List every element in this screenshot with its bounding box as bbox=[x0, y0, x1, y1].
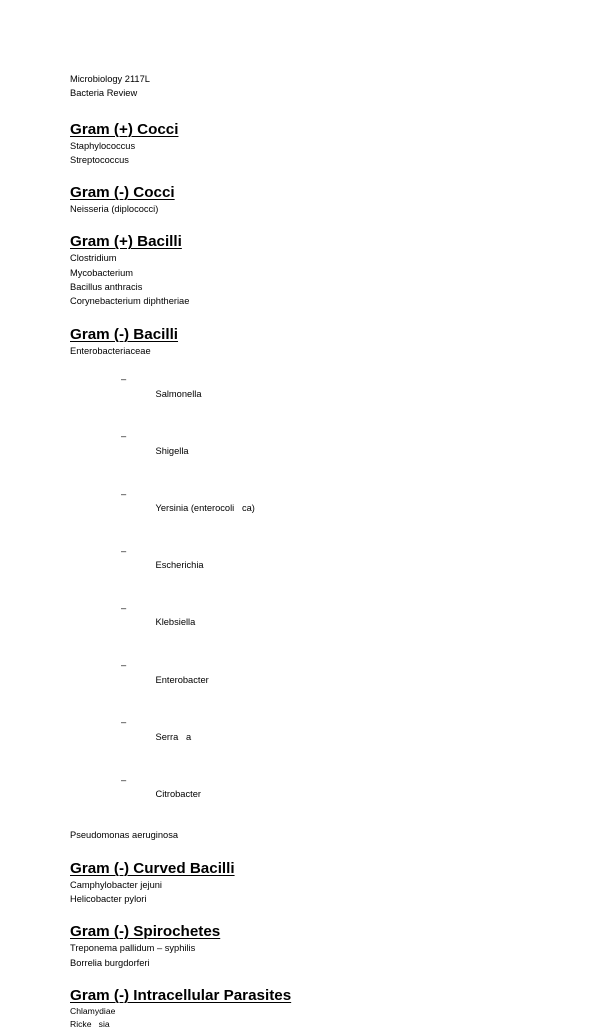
list-item: Neisseria (diplococci) bbox=[70, 204, 159, 215]
sub-list-item-label: Serra a bbox=[155, 731, 192, 742]
sub-list-item-label: Escherichia bbox=[155, 560, 204, 571]
sub-list-item bbox=[70, 701, 570, 758]
sub-list-item-label: Salmonella bbox=[155, 388, 202, 399]
section-heading: Gram (-) Curved Bacilli bbox=[70, 859, 235, 877]
sub-list-item bbox=[70, 415, 570, 472]
dash-bullet: – bbox=[121, 774, 127, 785]
section-gram-neg-cocci bbox=[70, 184, 570, 216]
sub-list-item-label: Citrobacter bbox=[155, 788, 201, 799]
family-name: Enterobacteriaceae bbox=[70, 345, 151, 356]
section-heading: Gram (-) Intracellular Parasites bbox=[70, 986, 292, 1004]
dash-bullet: – bbox=[121, 717, 127, 728]
dash-bullet: – bbox=[121, 431, 127, 442]
document-header bbox=[70, 72, 570, 101]
section-heading: Gram (-) Spirochetes bbox=[70, 923, 221, 941]
list-item: Borrelia burgdorferi bbox=[70, 957, 150, 968]
dash-bullet: – bbox=[121, 488, 127, 499]
section-gram-pos-bacilli bbox=[70, 233, 570, 308]
document-page bbox=[70, 72, 570, 1031]
list-item: Helicobacter pylori bbox=[70, 894, 147, 905]
section-gram-neg-intracellular bbox=[70, 987, 570, 1031]
section-heading: Gram (+) Cocci bbox=[70, 120, 179, 138]
sub-list-item bbox=[70, 644, 570, 701]
list-item: Staphylococcus bbox=[70, 140, 136, 151]
list-item: Corynebacterium diphtheriae bbox=[70, 296, 190, 307]
list-item: Treponema pallidum – syphilis bbox=[70, 943, 196, 954]
sub-list-item bbox=[70, 472, 570, 529]
dash-bullet: – bbox=[121, 374, 127, 385]
dash-bullet: – bbox=[121, 660, 127, 671]
sub-list-item-label: Shigella bbox=[155, 445, 189, 456]
list-item: Chlamydiae bbox=[70, 1005, 116, 1016]
section-heading: Gram (-) Bacilli bbox=[70, 325, 179, 343]
list-item: Camphylobacter jejuni bbox=[70, 879, 162, 890]
sub-list-item bbox=[70, 530, 570, 587]
sub-list-item-label: Yersinia (enterocoli ca) bbox=[155, 502, 255, 513]
section-gram-pos-cocci bbox=[70, 121, 570, 168]
list-item: Bacillus anthracis bbox=[70, 282, 143, 293]
sub-list-item-label: Enterobacter bbox=[155, 674, 209, 685]
list-item: Mycobacterium bbox=[70, 267, 134, 278]
list-item: Clostridium bbox=[70, 253, 117, 264]
course-title: Microbiology 2117L bbox=[70, 74, 150, 84]
section-heading: Gram (-) Cocci bbox=[70, 184, 175, 202]
section-heading: Gram (+) Bacilli bbox=[70, 233, 182, 251]
sub-list-item bbox=[70, 758, 570, 815]
list-item: Streptococcus bbox=[70, 154, 129, 165]
section-gram-neg-bacilli bbox=[70, 326, 570, 843]
spacer bbox=[70, 815, 570, 828]
sub-list-item bbox=[70, 358, 570, 415]
sub-list-item bbox=[70, 587, 570, 644]
section-gram-neg-spirochetes bbox=[70, 923, 570, 970]
section-gram-neg-curved-bacilli bbox=[70, 860, 570, 907]
sub-list-item-label: Klebsiella bbox=[155, 617, 196, 628]
dash-bullet: – bbox=[121, 545, 127, 556]
list-item: Pseudomonas aeruginosa bbox=[70, 830, 179, 841]
dash-bullet: – bbox=[121, 603, 127, 614]
list-item: Ricke sia bbox=[70, 1018, 110, 1029]
document-subtitle: Bacteria Review bbox=[70, 88, 138, 99]
